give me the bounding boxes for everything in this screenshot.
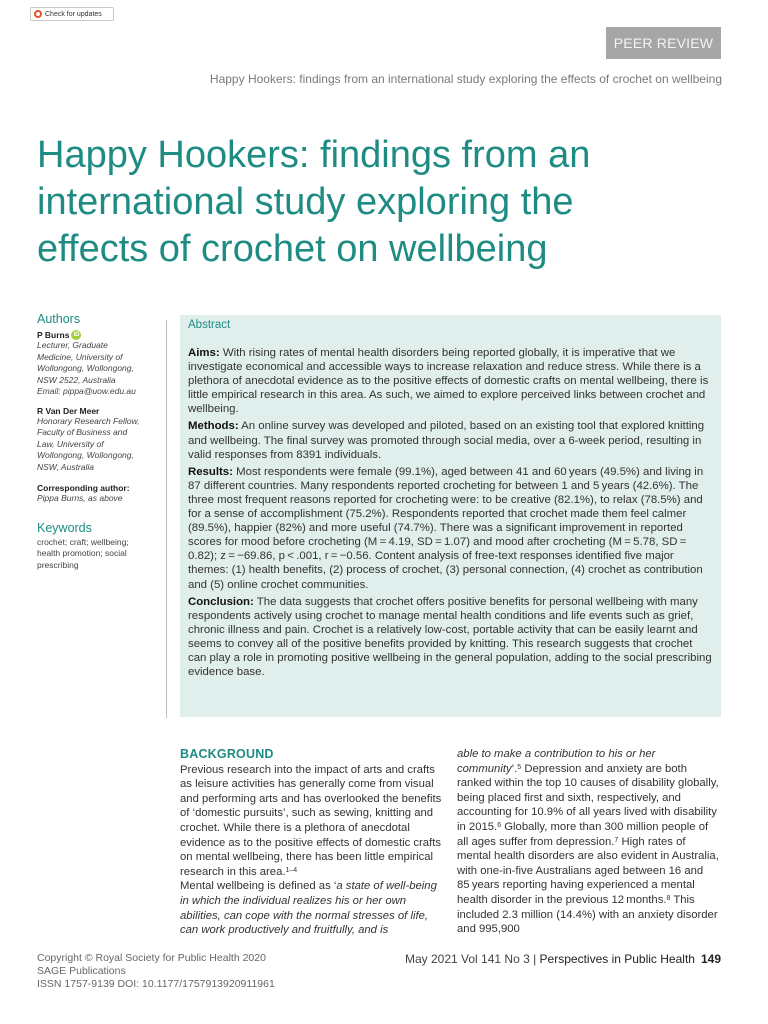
keywords-line: prescribing bbox=[37, 559, 79, 570]
abstract-aims bbox=[188, 346, 713, 416]
running-head: Happy Hookers: findings from an international study exploring the effects of crochet on wellbeing bbox=[209, 72, 722, 86]
citation-ref[interactable]: 1–4 bbox=[285, 866, 298, 874]
abstract-conclusion bbox=[188, 595, 713, 680]
author-name bbox=[37, 330, 155, 340]
crossmark-icon bbox=[34, 10, 42, 18]
background-heading: BACKGROUND bbox=[180, 747, 274, 761]
author-name bbox=[37, 406, 155, 416]
methods-text: An online survey was developed and piloted, based on an existing tool that explored knitting and wellbeing. The final survey was promoted through social media, over a 6-week period, resulting in valid responses from 8391 individuals. bbox=[188, 420, 705, 461]
sidebar-divider bbox=[166, 320, 167, 718]
prevalence-paragraph bbox=[457, 747, 721, 937]
body-column-right bbox=[457, 747, 721, 937]
publisher-line: SAGE Publications bbox=[37, 965, 126, 977]
definition-quote: able to make a contribution to his or her community bbox=[457, 748, 656, 775]
corresponding-author-label: Corresponding author: bbox=[37, 483, 130, 493]
author-name-text: P Burns bbox=[37, 330, 70, 340]
abstract-methods bbox=[188, 419, 713, 461]
wellbeing-definition-paragraph bbox=[180, 879, 446, 937]
body-column-left bbox=[180, 747, 446, 938]
issue-info: May 2021 Vol 141 No 3 | bbox=[405, 952, 540, 966]
quote-end: ’. bbox=[511, 762, 518, 775]
paragraph-text: Globally, more than 300 million people of all ages suffer from depression. bbox=[457, 820, 709, 848]
abstract-results bbox=[188, 465, 713, 592]
citation-ref[interactable]: 5 bbox=[517, 763, 522, 771]
paragraph-text: This included 2.3 million (14.4%) with an anxiety disorder and 995,900 bbox=[457, 893, 718, 936]
affiliation-line: NSW 2522, Australia bbox=[37, 374, 116, 385]
affiliation-line: Wollongong, Wollongong, bbox=[37, 450, 134, 460]
journal-name: Perspectives in Public Health bbox=[539, 952, 695, 966]
affiliation-line: NSW, Australia bbox=[37, 461, 94, 472]
author-name-text: R Van Der Meer bbox=[37, 405, 100, 416]
methods-label: Methods: bbox=[188, 420, 239, 433]
footer-issue bbox=[405, 952, 721, 966]
check-for-updates-label: Check for updates bbox=[45, 10, 102, 18]
affiliation-line: Law, University of bbox=[37, 438, 104, 449]
author-affiliation bbox=[37, 416, 155, 474]
citation-ref[interactable]: 6 bbox=[497, 821, 502, 829]
issn-doi-line: ISSN 1757-9139 DOI: 10.1177/1757913920911961 bbox=[37, 978, 275, 990]
affiliation-line: Honorary Research Fellow, bbox=[37, 415, 140, 426]
conclusion-label: Conclusion: bbox=[188, 595, 254, 608]
article-title bbox=[37, 132, 737, 273]
background-paragraph bbox=[180, 763, 446, 880]
author-affiliation bbox=[37, 340, 155, 398]
paragraph-text: Depression and anxiety are both ranked within the top 10 causes of disability globally, being placed first and sixth, respectively, and accounting for 10.9% of all years lived with disability in 2015. bbox=[457, 762, 719, 833]
affiliation-line: Faculty of Business and bbox=[37, 427, 128, 437]
keywords-list bbox=[37, 537, 155, 572]
citation-ref[interactable]: 7 bbox=[614, 836, 619, 844]
paragraph-text: Mental wellbeing is defined as ‘ bbox=[180, 880, 337, 893]
abstract-box bbox=[180, 315, 721, 717]
aims-label: Aims: bbox=[188, 347, 220, 359]
title-line: Happy Hookers: findings from an bbox=[37, 134, 591, 176]
results-text: Most respondents were female (99.1%), aged between 41 and 60 years (49.5%) and living in 87 different countries. Many respondents reported crocheting for between 1 and 5 years (42.6%). The three most frequent reasons reported for crocheting were: to be creative (82.1%), to relax (78.5%) and for a sense of accomplishment (75.2%). Respondents reported that crochet made them feel calmer (89.5%), happier (82%) and more useful (74.7%). There was a significant improvement in reported scores for mood before crocheting (M = 4.19, SD = 1.07) and mood after crocheting (M = 5.78, SD = 0.82); z = −69.86, p < .001, r = −0.56. Content analysis of free-text responses identified five major themes: (1) health benefits, (2) process of crochet, (3) personal connection, (4) crochet as contribution and (5) online crochet communities. bbox=[188, 465, 704, 591]
article-sidebar bbox=[37, 312, 155, 571]
affiliation-line: Lecturer, Graduate bbox=[37, 340, 108, 350]
corresponding-author-value: Pippa Burns, as above bbox=[37, 493, 123, 503]
citation-ref[interactable]: 8 bbox=[666, 894, 671, 902]
title-line: international study exploring the bbox=[37, 181, 574, 223]
keywords-heading: Keywords bbox=[37, 520, 92, 535]
abstract-heading: Abstract bbox=[188, 319, 231, 331]
conclusion-text: The data suggests that crochet offers positive benefits for personal wellbeing with many respondents actively using crochet to manage mental health conditions and life events such as grief, chronic illness and pain. Crochet is a relatively low-cost, portable activity that can be easily learnt and seems to convey all of the positive benefits provided by knitting. This research suggests that crochet can play a role in promoting positive wellbeing in the general population, adding to the social prescribing evidence base. bbox=[188, 595, 712, 679]
footer-copyright bbox=[37, 952, 275, 991]
orcid-icon[interactable]: iD bbox=[73, 332, 80, 338]
page-number: 149 bbox=[700, 952, 721, 966]
peer-review-badge: PEER REVIEW bbox=[606, 27, 721, 59]
author-email[interactable]: Email: pippa@uow.edu.au bbox=[37, 386, 136, 396]
keywords-line: health promotion; social bbox=[37, 548, 127, 558]
authors-heading: Authors bbox=[37, 312, 81, 326]
affiliation-line: Medicine, University of bbox=[37, 351, 123, 362]
paragraph-text: Previous research into the impact of arts and crafts as leisure activities has generally come from visual and performing arts and has overlooked the benefits of ‘domestic pursuits’, such as sewing, knitting and crochet. While there is a plethora of anecdotal evidence as to the positive effects of domestic crafts on mental wellbeing, there has been little empirical research in this area. bbox=[180, 763, 442, 878]
results-label: Results: bbox=[188, 465, 233, 478]
aims-text: With rising rates of mental health disorders being reported globally, it is imperative that we investigate economical and accessible ways to increase relaxation and reduce stress. While there is a plethora of anecdotal evidence as to the positive effects of domestic crafts on mental wellbeing, there is little empirical research in this area. As such, we aimed to explore perceived links between crochet and wellbeing. bbox=[188, 347, 709, 416]
paragraph-text: High rates of mental health disorders are also evident in Australia, with one-in-five Australians aged between 16 and 85 years reporting having experienced a mental health disorder in the previous 12 months. bbox=[457, 835, 719, 906]
check-for-updates-button[interactable] bbox=[30, 7, 114, 21]
affiliation-line: Wollongong, Wollongong, bbox=[37, 363, 134, 373]
keywords-line: crochet; craft; wellbeing; bbox=[37, 536, 129, 547]
definition-quote: a state of well-being in which the individual realizes his or her own abilities, can cope with the normal stresses of life, can work productively and fruitfully, and is bbox=[180, 880, 437, 937]
copyright-line: Copyright © Royal Society for Public Health 2020 bbox=[37, 952, 266, 964]
title-line: effects of crochet on wellbeing bbox=[37, 228, 548, 270]
